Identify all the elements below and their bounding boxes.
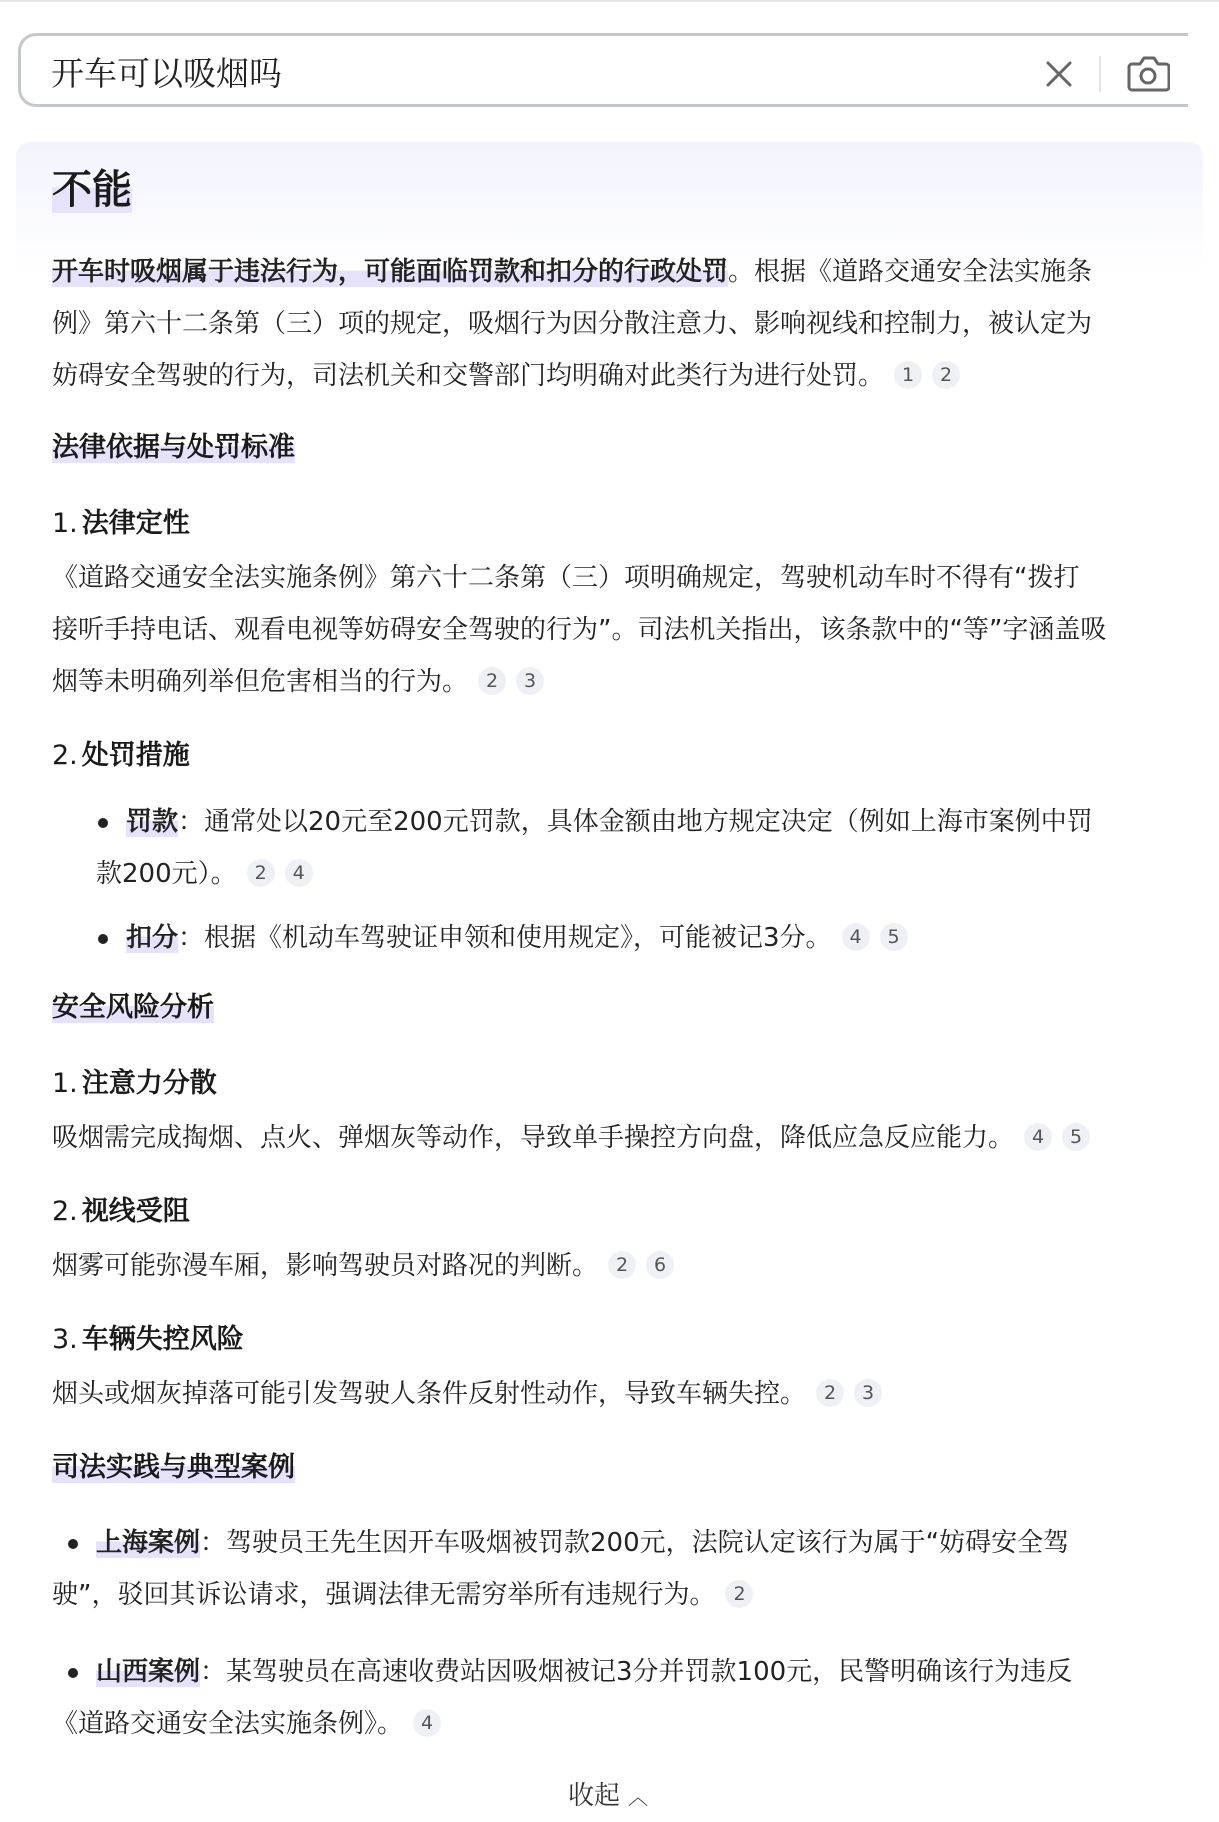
paragraph-line: 烟头或烟灰掉落可能引发驾驶人条件反射性动作，导致车辆失控。 2 3 [52, 1368, 1182, 1420]
citation-badge[interactable]: 3 [516, 667, 544, 695]
citation-badge[interactable]: 4 [1024, 1123, 1052, 1151]
citation-badge[interactable]: 2 [725, 1580, 753, 1608]
citation-badge[interactable]: 2 [816, 1379, 844, 1407]
intro-line-2: 例》第六十二条第（三）项的规定，吸烟行为因分散注意力、影响视线和控制力，被认定为 [52, 309, 1093, 339]
case-line: 山西案例：某驾驶员在高速收费站因吸烟被记3分并罚款100元，民警明确该行为违反 [96, 1657, 1073, 1687]
intro-line-3: 妨碍安全驾驶的行为，司法机关和交警部门均明确对此类行为进行处罚。 1 2 [52, 350, 1182, 402]
citation-badge[interactable]: 2 [478, 667, 506, 695]
bullet-line: 罚款：通常处以20元至200元罚款，具体金额由地方规定决定（例如上海市案例中罚 [126, 807, 1093, 837]
citation-badge[interactable]: 2 [608, 1251, 636, 1279]
paragraph-line: 烟雾可能弥漫车厢，影响驾驶员对路况的判断。 2 6 [52, 1240, 1182, 1292]
close-icon[interactable] [1043, 58, 1075, 90]
citation-badge[interactable]: 2 [247, 859, 275, 887]
bullet-dot [68, 1539, 78, 1549]
bullet-dot [68, 1668, 78, 1678]
case-line: 《道路交通安全法实施条例》。 4 [52, 1698, 1182, 1750]
paragraph-line: 接听手持电话、观看电视等妨碍安全驾驶的行为”。司法机关指出，该条款中的“等”字涵盖吸 [52, 615, 1107, 645]
citation-badge[interactable]: 5 [1062, 1123, 1090, 1151]
citation-badge[interactable]: 4 [413, 1709, 441, 1737]
search-input[interactable] [18, 33, 1188, 107]
subsection-title: 2. 视线受阻 [52, 1196, 190, 1227]
bullet-dot [98, 818, 108, 828]
collapse-button[interactable]: 收起 ︿ [568, 1776, 648, 1817]
subsection-title: 3. 车辆失控风险 [52, 1324, 244, 1355]
search-bar [18, 33, 1218, 111]
bullet-dot [98, 934, 108, 944]
top-divider [0, 0, 1219, 2]
ai-answer-card [16, 142, 1203, 1822]
citation-badge[interactable]: 3 [854, 1379, 882, 1407]
chevron-up-icon: ︿ [628, 1785, 649, 1809]
case-line: 驶”，驳回其诉讼请求，强调法律无需穷举所有违规行为。 2 [52, 1569, 1182, 1621]
paragraph-line: 吸烟需完成掏烟、点火、弹烟灰等动作，导致单手操控方向盘，降低应急反应能力。 4 5 [52, 1112, 1182, 1164]
answer-title: 不能 [52, 167, 132, 213]
citation-badge[interactable]: 1 [894, 361, 922, 389]
citation-badge[interactable]: 6 [646, 1251, 674, 1279]
section-title: 司法实践与典型案例 [52, 1452, 295, 1483]
citation-badge[interactable]: 4 [842, 923, 870, 951]
camera-icon[interactable] [1126, 52, 1170, 94]
citation-badge[interactable]: 2 [932, 361, 960, 389]
search-divider [1099, 56, 1101, 92]
bullet-line: 扣分：根据《机动车驾驶证申领和使用规定》，可能被记3分。 4 5 [126, 912, 1186, 964]
subsection-title: 1. 法律定性 [52, 508, 190, 539]
citation-badge[interactable]: 5 [880, 923, 908, 951]
search-query[interactable]: 开车可以吸烟吗 [51, 54, 282, 93]
paragraph-line: 烟等未明确列举但危害相当的行为。 2 3 [52, 656, 1182, 708]
case-line: 上海案例：驾驶员王先生因开车吸烟被罚款200元，法院认定该行为属于“妨碍安全驾 [96, 1528, 1070, 1558]
section-title: 法律依据与处罚标准 [52, 432, 295, 463]
intro-bold: 开车时吸烟属于违法行为，可能面临罚款和扣分的行政处罚 [52, 257, 729, 287]
section-title: 安全风险分析 [52, 992, 214, 1023]
intro-line-1: 开车时吸烟属于违法行为，可能面临罚款和扣分的行政处罚。根据《道路交通安全法实施条 [52, 257, 1093, 287]
bullet-line: 款200元）。 2 4 [96, 848, 1219, 900]
subsection-title: 2. 处罚措施 [52, 740, 190, 771]
citation-badge[interactable]: 4 [285, 859, 313, 887]
subsection-title: 1. 注意力分散 [52, 1068, 217, 1099]
paragraph-line: 《道路交通安全法实施条例》第六十二条第（三）项明确规定，驾驶机动车时不得有“拨打 [52, 563, 1080, 593]
